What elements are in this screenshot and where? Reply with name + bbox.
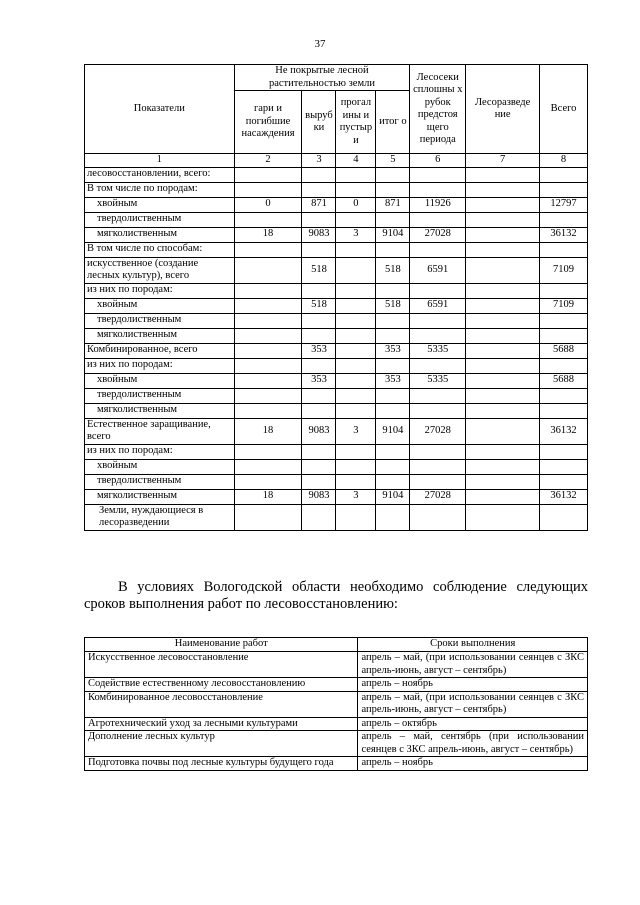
table-cell <box>466 283 540 298</box>
table-cell <box>234 403 302 418</box>
table-cell <box>466 489 540 504</box>
table-cell: 9083 <box>302 489 336 504</box>
table-row <box>85 388 588 403</box>
work-terms: апрель – май, (при использовании сеянцев с ЗКС апрель-июнь, август – сентябрь) <box>358 691 588 717</box>
table-row <box>85 373 588 388</box>
header-not-covered-lands: Не покрытые лесной растительностью земли <box>234 65 410 91</box>
table-cell <box>410 313 466 328</box>
row-label: хвойным <box>85 197 235 212</box>
table-cell <box>376 212 410 227</box>
table-cell <box>466 388 540 403</box>
table-cell: 36132 <box>540 227 588 242</box>
table-cell: 3 <box>336 489 376 504</box>
table-cell <box>540 242 588 257</box>
table-cell <box>466 197 540 212</box>
table-cell <box>410 444 466 459</box>
table-cell <box>410 328 466 343</box>
table-cell: 9104 <box>376 489 410 504</box>
table-row <box>85 343 588 358</box>
table-cell <box>410 403 466 418</box>
table-cell <box>540 444 588 459</box>
table-cell <box>336 313 376 328</box>
table-cell <box>466 444 540 459</box>
row-label: мягколиственным <box>85 403 235 418</box>
table-cell <box>302 212 336 227</box>
table-cell: 27028 <box>410 489 466 504</box>
table-cell <box>540 358 588 373</box>
table-cell: 518 <box>302 298 336 313</box>
table-cell: 518 <box>376 257 410 283</box>
table-cell: 0 <box>336 197 376 212</box>
table-cell <box>302 444 336 459</box>
table-row <box>85 167 588 182</box>
table-cell: 36132 <box>540 418 588 444</box>
table-cell <box>234 444 302 459</box>
table-cell <box>302 403 336 418</box>
table-cell <box>466 358 540 373</box>
table-cell <box>302 313 336 328</box>
table-cell <box>410 388 466 403</box>
table-row <box>85 678 588 692</box>
table-row <box>85 182 588 197</box>
row-label: из них по породам: <box>85 358 235 373</box>
table-cell <box>410 358 466 373</box>
work-terms: апрель – октябрь <box>358 717 588 731</box>
table-row <box>85 283 588 298</box>
table-cell <box>376 182 410 197</box>
table-cell <box>234 212 302 227</box>
table-row <box>85 313 588 328</box>
row-label: твердолиственным <box>85 388 235 403</box>
header-indicators: Показатели <box>85 65 235 154</box>
table-cell <box>336 403 376 418</box>
column-number: 8 <box>540 154 588 168</box>
table-cell: 353 <box>376 343 410 358</box>
table-cell <box>302 283 336 298</box>
row-label: Земли, нуждающиеся в лесоразведении <box>85 504 235 530</box>
table-cell <box>234 373 302 388</box>
header-burned: гари и погибшие насаждения <box>234 91 302 154</box>
table-row <box>85 197 588 212</box>
table-cell <box>302 328 336 343</box>
table-cell: 36132 <box>540 489 588 504</box>
table-cell <box>234 167 302 182</box>
column-number-row <box>85 154 588 168</box>
table-cell <box>336 167 376 182</box>
table-cell <box>466 298 540 313</box>
row-label: твердолиственным <box>85 474 235 489</box>
row-label: Комбинированное, всего <box>85 343 235 358</box>
table-cell <box>466 257 540 283</box>
work-terms: апрель – май, сентябрь (при использовании сеянцев с ЗКС апрель-июнь, август – сентябрь) <box>358 731 588 757</box>
row-label: твердолиственным <box>85 313 235 328</box>
column-number: 5 <box>376 154 410 168</box>
table-cell: 11926 <box>410 197 466 212</box>
table-cell <box>336 388 376 403</box>
header-reconnaissance: Лесоразведе ние <box>466 65 540 154</box>
work-name: Подготовка почвы под лесные культуры будущего года <box>85 757 358 771</box>
table-cell <box>410 459 466 474</box>
row-label: искусственное (создание лесных культур), всего <box>85 257 235 283</box>
row-label: хвойным <box>85 373 235 388</box>
table-cell <box>336 298 376 313</box>
table-row <box>85 652 588 678</box>
table-cell <box>336 373 376 388</box>
table-cell <box>410 283 466 298</box>
work-terms: апрель – май, (при использовании сеянцев с ЗКС апрель-июнь, август – сентябрь) <box>358 652 588 678</box>
table-cell <box>410 182 466 197</box>
column-number: 2 <box>234 154 302 168</box>
table-cell <box>376 328 410 343</box>
row-label: из них по породам: <box>85 444 235 459</box>
work-name: Искусственное лесовосстановление <box>85 652 358 678</box>
header-total: итог о <box>376 91 410 154</box>
table-cell <box>302 504 336 530</box>
table-cell <box>466 242 540 257</box>
table-cell <box>540 504 588 530</box>
table-cell <box>234 182 302 197</box>
work-name: Комбинированное лесовосстановление <box>85 691 358 717</box>
table-cell <box>376 242 410 257</box>
table-cell: 18 <box>234 227 302 242</box>
table-row <box>85 212 588 227</box>
table-cell <box>410 242 466 257</box>
table-cell: 5688 <box>540 373 588 388</box>
table-cell: 9104 <box>376 418 410 444</box>
table-cell <box>376 444 410 459</box>
table-cell <box>376 313 410 328</box>
row-label: В том числе по способам: <box>85 242 235 257</box>
table-cell <box>466 459 540 474</box>
header-work-terms: Сроки выполнения <box>358 638 588 652</box>
table-row <box>85 731 588 757</box>
table-cell: 353 <box>302 343 336 358</box>
table-cell <box>540 474 588 489</box>
table-cell: 5335 <box>410 373 466 388</box>
table-cell: 9083 <box>302 418 336 444</box>
table-cell: 0 <box>234 197 302 212</box>
table-cell <box>336 283 376 298</box>
table-row <box>85 358 588 373</box>
table-cell <box>540 403 588 418</box>
table-cell <box>234 358 302 373</box>
table-cell <box>336 182 376 197</box>
table-cell: 18 <box>234 489 302 504</box>
table-cell <box>376 388 410 403</box>
table-cell <box>336 212 376 227</box>
table-cell <box>376 459 410 474</box>
table-cell <box>336 343 376 358</box>
table-row <box>85 717 588 731</box>
table-cell <box>466 418 540 444</box>
row-label: лесовосстановлении, всего: <box>85 167 235 182</box>
header-work-name: Наименование работ <box>85 638 358 652</box>
table-cell: 871 <box>376 197 410 212</box>
table-row <box>85 227 588 242</box>
work-name: Дополнение лесных культур <box>85 731 358 757</box>
table-row <box>85 444 588 459</box>
table-cell <box>234 459 302 474</box>
table-cell <box>466 167 540 182</box>
table-row <box>85 459 588 474</box>
table-cell <box>234 388 302 403</box>
row-label: из них по породам: <box>85 283 235 298</box>
table-cell <box>336 474 376 489</box>
reforestation-table <box>84 64 588 531</box>
table-cell <box>336 504 376 530</box>
table-cell: 871 <box>302 197 336 212</box>
row-label: Естественное заращивание, всего <box>85 418 235 444</box>
table-row <box>85 757 588 771</box>
table-cell: 3 <box>336 418 376 444</box>
table-cell <box>302 182 336 197</box>
table-cell <box>540 167 588 182</box>
header-cuttings: выруб ки <box>302 91 336 154</box>
row-label: мягколиственным <box>85 489 235 504</box>
table-cell <box>336 444 376 459</box>
table-cell <box>336 242 376 257</box>
table-row <box>85 691 588 717</box>
column-number: 6 <box>410 154 466 168</box>
header-glades: прогал ины и пустыр и <box>336 91 376 154</box>
table-cell <box>466 227 540 242</box>
table-cell <box>234 313 302 328</box>
table-cell <box>376 403 410 418</box>
table-cell <box>376 358 410 373</box>
table-row <box>85 298 588 313</box>
table-cell <box>376 283 410 298</box>
table-cell <box>234 298 302 313</box>
row-label: хвойным <box>85 298 235 313</box>
table-cell <box>466 504 540 530</box>
row-label: хвойным <box>85 459 235 474</box>
table-cell <box>234 257 302 283</box>
table-cell <box>234 283 302 298</box>
table-cell <box>302 358 336 373</box>
table-cell <box>466 328 540 343</box>
table-cell <box>234 343 302 358</box>
body-paragraph: В условиях Вологодской области необходимо соблюдение следующих сроков выполнения работ по лесовосстановлению: <box>84 579 588 612</box>
table-cell <box>466 373 540 388</box>
table-cell <box>376 474 410 489</box>
table-cell: 518 <box>376 298 410 313</box>
table-cell <box>336 257 376 283</box>
table-cell: 27028 <box>410 227 466 242</box>
table-cell <box>302 474 336 489</box>
table-cell <box>336 358 376 373</box>
table-cell <box>466 182 540 197</box>
table-cell <box>410 167 466 182</box>
table-cell <box>540 212 588 227</box>
table-row <box>85 328 588 343</box>
table-cell <box>336 328 376 343</box>
table-cell <box>302 459 336 474</box>
table-cell <box>540 313 588 328</box>
table-cell: 7109 <box>540 298 588 313</box>
table-cell <box>302 242 336 257</box>
table-cell <box>540 182 588 197</box>
table-cell <box>466 343 540 358</box>
table-row <box>85 403 588 418</box>
column-number: 7 <box>466 154 540 168</box>
row-label: В том числе по породам: <box>85 182 235 197</box>
table-cell <box>540 283 588 298</box>
row-label: мягколиственным <box>85 328 235 343</box>
table-row <box>85 242 588 257</box>
table-cell: 7109 <box>540 257 588 283</box>
table-cell <box>376 504 410 530</box>
table-cell: 353 <box>376 373 410 388</box>
column-number: 1 <box>85 154 235 168</box>
header-clearcuts: Лесосеки сплошны х рубок предстоя щего периода <box>410 65 466 154</box>
work-name: Агротехнический уход за лесными культурами <box>85 717 358 731</box>
table-cell <box>466 403 540 418</box>
table-cell <box>540 459 588 474</box>
row-label: твердолиственным <box>85 212 235 227</box>
page-number: 37 <box>314 38 326 50</box>
table-row <box>85 474 588 489</box>
table-cell <box>540 328 588 343</box>
table-cell: 353 <box>302 373 336 388</box>
table-cell <box>336 459 376 474</box>
table-cell: 3 <box>336 227 376 242</box>
column-number: 4 <box>336 154 376 168</box>
table-cell <box>410 474 466 489</box>
table-cell <box>234 504 302 530</box>
table-cell <box>466 474 540 489</box>
table-cell <box>410 212 466 227</box>
table-cell: 9083 <box>302 227 336 242</box>
table-cell: 6591 <box>410 257 466 283</box>
column-number: 3 <box>302 154 336 168</box>
table-cell: 27028 <box>410 418 466 444</box>
table-cell <box>410 504 466 530</box>
table-row <box>85 489 588 504</box>
table-row <box>85 418 588 444</box>
table-row <box>85 257 588 283</box>
work-terms: апрель – ноябрь <box>358 678 588 692</box>
table-cell <box>234 328 302 343</box>
table-cell <box>234 242 302 257</box>
table-row <box>85 504 588 530</box>
row-label: мягколиственным <box>85 227 235 242</box>
table-cell: 6591 <box>410 298 466 313</box>
table-cell <box>302 167 336 182</box>
work-terms-table <box>84 637 588 771</box>
work-terms: апрель – ноябрь <box>358 757 588 771</box>
table-cell: 5688 <box>540 343 588 358</box>
table-cell <box>376 167 410 182</box>
table-cell <box>466 313 540 328</box>
work-name: Содействие естественному лесовосстановлению <box>85 678 358 692</box>
table-cell: 5335 <box>410 343 466 358</box>
table-cell: 18 <box>234 418 302 444</box>
table-cell: 518 <box>302 257 336 283</box>
table-cell: 12797 <box>540 197 588 212</box>
header-all: Всего <box>540 65 588 154</box>
table-cell <box>234 474 302 489</box>
table-cell <box>540 388 588 403</box>
table-cell <box>302 388 336 403</box>
table-cell <box>466 212 540 227</box>
table-cell: 9104 <box>376 227 410 242</box>
